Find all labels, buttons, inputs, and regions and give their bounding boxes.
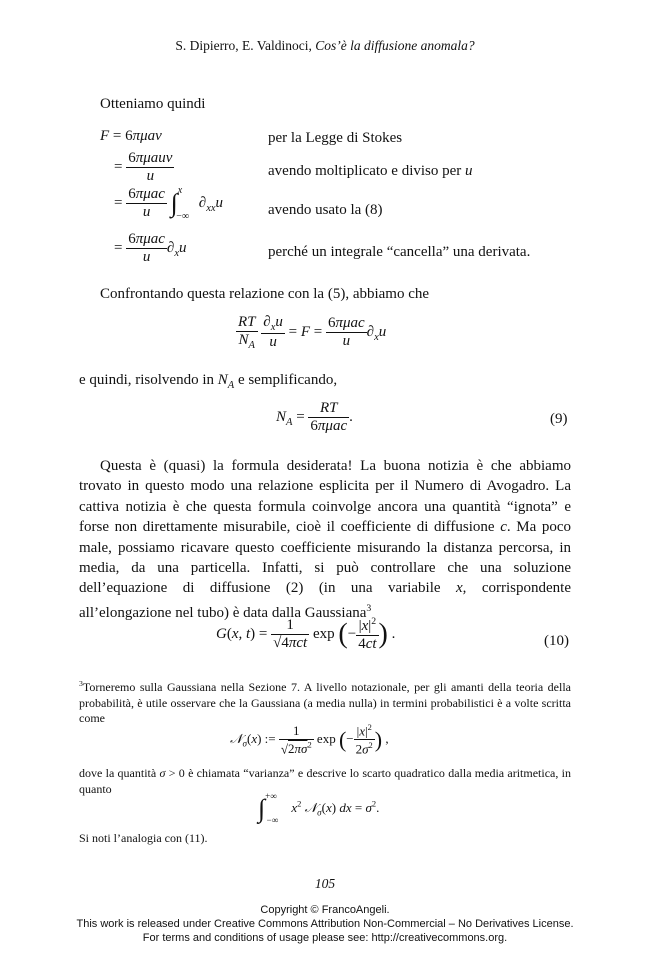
footnote-last: Si noti l’analogia con (11). <box>79 831 208 845</box>
eq-line-3: = $\frac{\text{6πμac}}{u}$ ∫$^x_{-\infty}$ $\partial_{xx}u$ <box>114 184 224 222</box>
footnote-eq-gaussian: 𝒩$_\sigma$(x) := $\frac{1}{√2\pi\sigma^2}$ exp (− $\frac{|x|^2}{2\sigma^2}$ ) , <box>230 722 389 757</box>
main-paragraph: Questa è (quasi) la formula desiderata! La buona notizia è che abbiamo trovato in questo modo una relazione esplicita per il Numero di Avogadro. La cattiva notizia è che questa formula coinvolge ancora una quantità “ignota” e forse non direttamente misurabile, cioè il coefficiente di diffusione c. Ma poco male, possiamo ricavare questo coefficiente misurando la distanza percorsa, in media, da una particella. Infatti, si può controllare che una soluzione dell’equazione di diffusione (2) (in una variabile x, corrispondente all’elongazione nel tubo) è data dalla Gaussiana$^3$ <box>79 458 572 621</box>
eq-10-label: (10) <box>544 633 569 649</box>
eq-line-4: = $\frac{\text{6πμac}}{u}$ $\partial_xu$ <box>114 231 187 265</box>
derivation-comment-4: perché un integrale “cancella” una derivata. <box>268 244 531 260</box>
footnote-eq-variance: $\int^{+\infty}_{-\infty}$ $x^2$ 𝒩$_\sigma$(x) dx = $\sigma^2$. <box>258 790 380 825</box>
derivation-comment-2: avendo moltiplicato e diviso per u <box>268 163 473 179</box>
eq-9: $N_A$ = $\frac{RT}{\text{6πμac}}$ . <box>276 400 353 434</box>
eq-line-2: = $\frac{\text{6πμauv}}{u}$ <box>114 150 173 184</box>
risolvendo-text: e quindi, risolvendo in $N_A$ e semplificando, <box>79 372 338 391</box>
eq-9-label: (9) <box>550 411 568 427</box>
page-number: 105 <box>314 876 336 891</box>
footnote-after: dove la quantità σ > 0 è chiamata “varianza” e descrive lo scarto quadratico dalla media aritmetica, in quanto <box>79 766 571 796</box>
footnote-ref: 3 <box>366 602 372 614</box>
derivation-comment-1: per la Legge di Stokes <box>268 130 403 146</box>
eq-5-comparison: $\frac{RT}{N_A}$ $\frac{\partial_xu}{u}$ = F = $\frac{\text{6πμac}}{u}$ $\partial_xu$ <box>238 314 387 351</box>
license-line-3: For terms and conditions of usage please see: http://creativecommons.org. <box>142 932 508 944</box>
header-authors: S. Dipierro, E. Valdinoci, <box>175 38 312 53</box>
intro-text: Otteniamo quindi <box>100 96 206 112</box>
confronto-text: Confrontando questa relazione con la (5), abbiamo che <box>100 286 430 302</box>
header-title: Cos’è la diffusione anomala? <box>315 38 475 53</box>
running-head <box>0 38 650 54</box>
license-line-1: Copyright © FrancoAngeli. <box>260 904 390 916</box>
fraction: $\frac{\text{6πμauv}}{u}$ <box>128 150 173 184</box>
footnote-text: $^3$Torneremo sulla Gaussiana nella Sezione 7. A livello notazionale, per gli amanti della teoria della probabilità, è utile osservare che la Gaussiana (a media nulla) in termini probabilistici è a volte scritta come <box>79 679 571 725</box>
derivation-comment-3: avendo usato la (8) <box>268 202 383 218</box>
eq-10: G(x, t) = $\frac{1}{\text{√4πct}}$ exp (− $\frac{|x|^2}{4ct}$ ) . <box>216 616 396 652</box>
eq-line-1: F = 6πμav <box>100 128 162 144</box>
license-line-2: This work is released under Creative Commons Attribution Non-Commercial – No Derivatives License. <box>76 918 574 930</box>
